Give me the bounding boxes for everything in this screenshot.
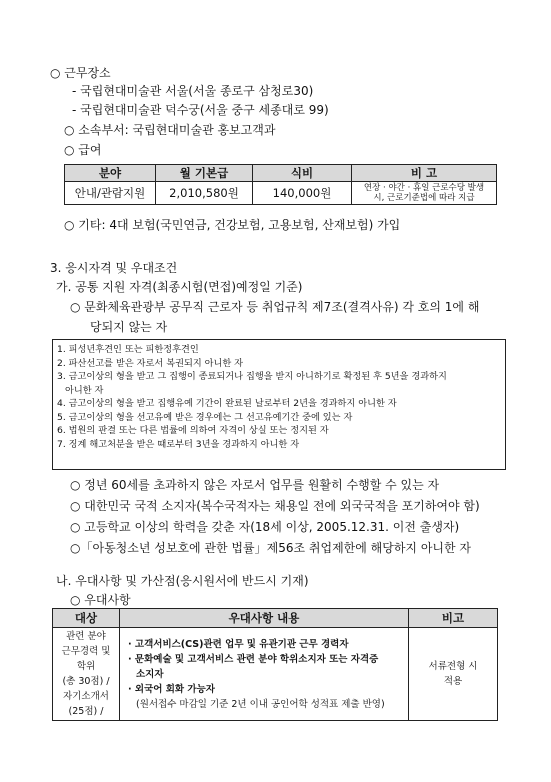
salary-field: 안내/관람지원 bbox=[65, 182, 156, 205]
disqualification-item: 4. 금고이상의 형을 받고 집행유예 기간이 완료된 날로부터 2년을 경과하지 아니한 자 bbox=[57, 398, 397, 409]
pref-target-line: (총 30점) / bbox=[62, 676, 110, 687]
condition-age: ○ 정년 60세를 초과하지 않은 자로서 업무를 원활히 수행할 수 있는 자 bbox=[70, 478, 440, 492]
department-text: ○ 소속부서: 국립현대미술관 홍보고객과 bbox=[64, 123, 276, 137]
rule-line2: 당되지 않는 자 bbox=[90, 320, 168, 334]
pref-target-line: 자기소개서 bbox=[63, 691, 109, 702]
pref-content-line: · 문화예술 및 고객서비스 관련 분야 학위소지자 또는 자격증 bbox=[128, 653, 379, 665]
disqualification-item: 2. 파산선고를 받은 자로서 복권되지 아니한 자 bbox=[57, 357, 244, 369]
pref-heading: ○ 우대사항 bbox=[70, 593, 131, 607]
salary-heading: ○ 급여 bbox=[64, 143, 102, 157]
disqualification-item: 3. 금고이상의 형을 받고 그 집행이 종료되거나 집행을 받지 아니하기로 확정된 후 5년을 경과하지 bbox=[57, 371, 447, 382]
salary-note-line1: 연장 · 야간 · 휴일 근로수당 발생 bbox=[363, 183, 485, 193]
preference-table bbox=[52, 608, 498, 721]
disqualification-item: 아니한 자 bbox=[65, 384, 104, 396]
condition-child-protection: ○「아동청소년 성보호에 관한 법률」제56조 취업제한에 해당하지 아니한 자 bbox=[70, 541, 472, 555]
disqualification-item: 6. 법원의 판결 또는 다른 법률에 의하여 자격이 상실 또는 정지된 자 bbox=[57, 425, 329, 436]
pref-header-content: 우대사항 내용 bbox=[120, 609, 409, 628]
pref-target-line: 학위 bbox=[76, 661, 96, 672]
pref-target-line: 관련 분야 bbox=[66, 631, 106, 642]
section3-sub-a: 가. 공통 지원 자격(최종시험(면접)예정일 기준) bbox=[56, 280, 303, 294]
salary-table bbox=[64, 164, 497, 205]
salary-header-row bbox=[65, 165, 497, 182]
pref-content-line: 소지자 bbox=[136, 668, 164, 680]
salary-meal: 140,000원 bbox=[253, 182, 352, 205]
disqualification-item: 1. 피성년후견인 또는 피한정후견인 bbox=[57, 344, 199, 355]
pref-row bbox=[53, 628, 498, 721]
pref-content bbox=[120, 628, 409, 721]
salary-base: 2,010,580원 bbox=[156, 182, 253, 205]
section3-title: 3. 응시자격 및 우대조건 bbox=[50, 261, 178, 275]
salary-header-base: 월 기본급 bbox=[156, 165, 253, 182]
salary-row bbox=[65, 182, 497, 205]
salary-note-line2: 시, 근로기준법에 따라 지급 bbox=[373, 193, 475, 203]
pref-header-row bbox=[53, 609, 498, 628]
other-benefits: ○ 기타: 4대 보험(국민연금, 건강보험, 고용보험, 산재보험) 가입 bbox=[64, 218, 401, 232]
pref-header-target: 대상 bbox=[53, 609, 120, 628]
pref-target-line: (25점) / bbox=[68, 706, 104, 717]
pref-header-note: 비고 bbox=[409, 609, 498, 628]
pref-content-line: · 외국어 회화 가능자 bbox=[128, 683, 215, 695]
pref-content-line: · 고객서비스(CS)관련 업무 및 유관기관 근무 경력자 bbox=[128, 638, 349, 650]
work-place-item-deoksugung: - 국립현대미술관 덕수궁(서울 중구 세종대로 99) bbox=[72, 103, 329, 117]
pref-target-line: 근무경력 및 bbox=[61, 646, 111, 657]
rule-line1: ○ 문화체육관광부 공무직 근로자 등 취업규칙 제7조(결격사유) 각 호의 1에 해 bbox=[70, 300, 480, 314]
disqualification-item: 7. 징계 해고처분을 받은 때로부터 3년을 경과하지 아니한 자 bbox=[57, 438, 300, 450]
work-place-item-seoul: - 국립현대미술관 서울(서울 종로구 삼청로30) bbox=[72, 84, 314, 98]
condition-nationality: ○ 대한민국 국적 소지자(복수국적자는 채용일 전에 외국국적을 포기하여야 함) bbox=[70, 499, 480, 513]
disqualification-box bbox=[52, 339, 506, 470]
section3-sub-b: 나. 우대사항 및 가산점(응시원서에 반드시 기재) bbox=[56, 574, 309, 588]
salary-header-field: 분야 bbox=[65, 165, 156, 182]
pref-target bbox=[53, 628, 120, 721]
salary-header-meal: 식비 bbox=[253, 165, 352, 182]
pref-note-line: 서류전형 시 bbox=[428, 661, 478, 672]
salary-header-note: 비 고 bbox=[352, 165, 497, 182]
work-place-heading: ○ 근무장소 bbox=[50, 66, 111, 80]
pref-note-line: 적용 bbox=[443, 676, 463, 687]
pref-content-line: (원서접수 마감일 기준 2년 이내 공인어학 성적표 제출 반영) bbox=[136, 698, 385, 710]
disqualification-item: 5. 금고이상의 형을 선고유예 받은 경우에는 그 선고유예기간 중에 있는 자 bbox=[57, 411, 353, 423]
salary-note bbox=[352, 182, 497, 205]
pref-note bbox=[409, 628, 498, 721]
condition-education: ○ 고등학교 이상의 학력을 갖춘 자(18세 이상, 2005.12.31. 이전 출생자) bbox=[70, 520, 460, 534]
